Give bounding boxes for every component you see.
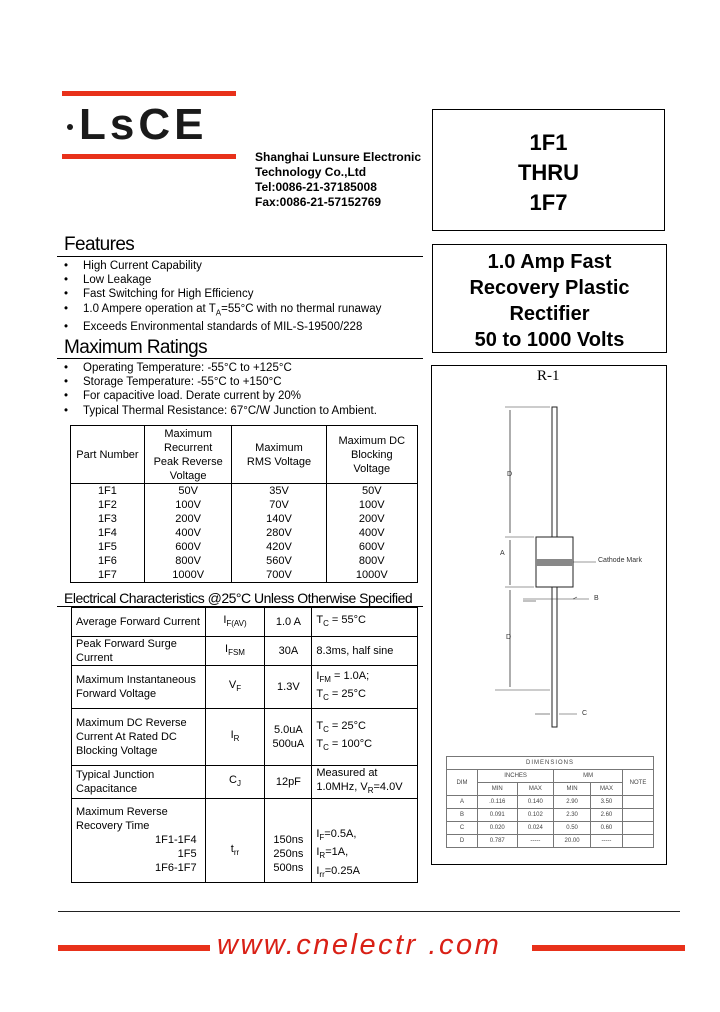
- mr-cell: 50V: [144, 484, 232, 499]
- ec-value: [265, 709, 312, 766]
- dim-cell: -----: [590, 835, 622, 848]
- feature-text: 1.0 Ampere operation at T: [83, 302, 216, 315]
- mr-cell: 35V: [232, 484, 326, 499]
- dim-cell: 2.60: [590, 809, 622, 822]
- rating-item: • Typical Thermal Resistance: 67°C/W Junction to Ambient.: [62, 404, 422, 418]
- diode-lead-top: [552, 407, 557, 537]
- feature-item: • Low Leakage: [62, 273, 422, 287]
- ec-cond-text: I: [316, 669, 320, 682]
- ec-cond-text: T: [316, 738, 324, 750]
- dim-cell: B: [447, 809, 478, 822]
- mr-cell: 140V: [232, 512, 326, 526]
- cathode-band: [536, 559, 573, 566]
- ec-cond-line: [316, 669, 413, 687]
- mr-header-vrrm: Maximum Recurrent Peak Reverse Voltage: [144, 426, 232, 484]
- ec-value-line: 500ns: [273, 862, 304, 875]
- mr-cell: 700V: [232, 568, 326, 583]
- dim-cell: [623, 822, 654, 835]
- ec-cond-sub: R: [319, 851, 326, 861]
- ec-cond-sub: R: [367, 786, 374, 796]
- ec-cond-line: Measured at: [316, 767, 378, 779]
- company-tel: Tel:0086-21-37185008: [255, 180, 377, 194]
- ec-sym-sub: F(AV): [226, 619, 247, 629]
- ec-cond: [312, 766, 418, 799]
- ec-cond-sub: rr: [319, 869, 325, 879]
- logo-text: LsCE: [79, 100, 208, 149]
- company-fax: Fax:0086-21-57152769: [255, 195, 382, 209]
- dim-cell: -----: [517, 835, 554, 848]
- mr-cell: 70V: [232, 498, 326, 512]
- package-name: R-1: [537, 368, 560, 384]
- mr-cell: 400V: [144, 526, 232, 540]
- feature-item: [62, 302, 422, 321]
- feature-item: • High Current Capability: [62, 259, 422, 273]
- footer-bar-right: [532, 945, 685, 951]
- footer-rule: [58, 911, 680, 912]
- label-d-bottom: D: [506, 634, 512, 641]
- ec-sym: I: [225, 642, 229, 655]
- ec-value-line: 500uA: [272, 738, 305, 750]
- mr-cell: 600V: [144, 540, 232, 554]
- ec-value: 1.0 A: [265, 608, 312, 637]
- desc-line1: 1.0 Amp Fast: [487, 251, 612, 273]
- ec-cond-line: [316, 845, 413, 863]
- ec-cond-text: =0.25A: [324, 864, 360, 877]
- mr-cell: 50V: [326, 484, 417, 499]
- max-ratings-list: [62, 361, 422, 418]
- ec-part-range: 1F5: [177, 848, 197, 861]
- logo-bottom-bar: [62, 154, 236, 159]
- ec-cond-text: I: [316, 828, 320, 841]
- features-title: Features: [64, 234, 135, 255]
- ec-cond-sub: FM: [319, 675, 331, 684]
- ec-cond-line: [316, 780, 413, 798]
- feature-sub: A: [215, 307, 222, 317]
- ec-cond-text: = 25°C: [328, 688, 366, 700]
- mr-cell: 100V: [326, 498, 417, 512]
- ec-cond-text: T: [316, 688, 324, 700]
- ec-cond-text: = 55°C: [328, 613, 366, 626]
- ec-symbol: [205, 709, 265, 766]
- ec-cond-line: [316, 864, 413, 882]
- ec-cond-line: [316, 827, 413, 845]
- mr-cell: 1F3: [71, 512, 145, 526]
- dim-cell: 2.90: [554, 796, 591, 809]
- mr-cell: 280V: [232, 526, 326, 540]
- dim-title: DIMENSIONS: [447, 757, 654, 770]
- ec-value-line: 5.0uA: [273, 724, 303, 736]
- ec-cond: [312, 709, 418, 766]
- dim-cell: 0.024: [517, 822, 554, 835]
- ec-value: 12pF: [265, 766, 312, 799]
- dim-header: MIN: [478, 783, 518, 796]
- ec-cond-text: T: [316, 613, 324, 626]
- dim-cell: 3.50: [590, 796, 622, 809]
- electrical-table: [71, 607, 418, 883]
- ec-cond: [312, 799, 418, 883]
- label-a: A: [500, 550, 505, 557]
- rating-item: • For capacitive load. Derate current by 20%: [62, 389, 422, 403]
- diode-drawing: [431, 365, 667, 745]
- ec-value: [265, 799, 312, 883]
- ec-value-line: 250ns: [273, 848, 304, 861]
- feature-item: • Exceeds Environmental standards of MIL-S-19500/228: [62, 320, 422, 334]
- ec-param: Maximum DC Reverse Current At Rated DC Blocking Voltage: [72, 709, 206, 766]
- ec-param-line: Maximum Reverse: [76, 806, 168, 819]
- mr-cell: 1F7: [71, 568, 145, 583]
- mr-cell: 1F6: [71, 554, 145, 568]
- ec-sym: V: [228, 678, 237, 691]
- dim-cell: 0.102: [517, 809, 554, 822]
- ec-cond-sub: C: [323, 619, 329, 629]
- dim-header: DIM: [447, 770, 478, 796]
- company-name-line1: Shanghai Lunsure Electronic: [255, 150, 422, 164]
- label-b: B: [594, 595, 599, 602]
- ec-cond: 8.3ms, half sine: [312, 637, 418, 666]
- footer-bar-left: [58, 945, 210, 951]
- dim-cell: 2.30: [554, 809, 591, 822]
- part-line2: THRU: [517, 160, 580, 185]
- mr-cell: 1000V: [326, 568, 417, 583]
- mr-cell: 560V: [232, 554, 326, 568]
- dim-group-header: INCHES: [478, 770, 554, 783]
- mr-cell: 1F4: [71, 526, 145, 540]
- electrical-title: Electrical Characteristics @25°C Unless Otherwise Specified: [64, 590, 413, 606]
- ec-cond-text: I: [316, 864, 320, 877]
- ec-cond: [312, 666, 418, 709]
- logo-top-bar: [62, 91, 236, 96]
- label-d-top: D: [507, 471, 513, 478]
- dim-cell: 20.00: [554, 835, 591, 848]
- ec-sym: I: [223, 613, 227, 626]
- ec-cond-line: [316, 719, 413, 737]
- ec-param: Maximum Instantaneous Forward Voltage: [72, 666, 206, 709]
- logo-dot: [67, 124, 73, 130]
- ec-cond-sub: C: [323, 725, 329, 734]
- ec-symbol: [205, 799, 265, 883]
- mr-header-vrms: Maximum RMS Voltage: [232, 426, 326, 484]
- mr-cell: 1F2: [71, 498, 145, 512]
- ec-cond-text: T: [316, 719, 324, 732]
- dim-cell: 0.787: [478, 835, 518, 848]
- ec-cond-text: I: [316, 846, 320, 859]
- ec-cond-sub: C: [323, 743, 329, 753]
- dim-cell: D: [447, 835, 478, 848]
- ec-sym-sub: R: [233, 734, 240, 744]
- company-name-line2: Technology Co.,Ltd: [255, 165, 367, 179]
- desc-line3: Rectifier: [509, 303, 590, 325]
- features-list: [62, 259, 422, 334]
- dim-cell: A: [447, 796, 478, 809]
- dim-cell: 0.020: [478, 822, 518, 835]
- ec-symbol: [205, 766, 265, 799]
- mr-header-part: Part Number: [71, 426, 145, 484]
- ec-part-range: 1F1-1F4: [155, 834, 197, 847]
- feature-item: • Fast Switching for High Efficiency: [62, 287, 422, 301]
- description-box: [432, 244, 667, 353]
- mr-cell: 1000V: [144, 568, 232, 583]
- ec-param: Typical Junction Capacitance: [72, 766, 206, 799]
- dim-cell: [623, 796, 654, 809]
- ec-param: Average Forward Current: [72, 608, 206, 637]
- part-number-box: [432, 109, 665, 231]
- desc-line2: Recovery Plastic: [469, 277, 630, 299]
- dim-header: MAX: [590, 783, 622, 796]
- ec-sym: t: [230, 843, 234, 856]
- dim-header: MAX: [517, 783, 554, 796]
- ec-symbol: [205, 637, 265, 666]
- dim-cell: [623, 835, 654, 848]
- ec-value-line: 150ns: [273, 834, 304, 847]
- dimensions-table: [446, 756, 654, 848]
- max-ratings-table: [70, 425, 418, 583]
- part-line1: 1F1: [529, 130, 568, 155]
- dim-cell: 0.091: [478, 809, 518, 822]
- mr-cell: 400V: [326, 526, 417, 540]
- desc-line4: 50 to 1000 Volts: [474, 329, 625, 351]
- mr-header-vdc: Maximum DC Blocking Voltage: [326, 426, 417, 484]
- label-c: C: [582, 710, 588, 717]
- ec-sym-sub: FSM: [228, 648, 245, 658]
- ec-sym: I: [230, 728, 234, 741]
- label-cathode: Cathode Mark: [598, 557, 642, 564]
- mr-cell: 200V: [326, 512, 417, 526]
- logo: [62, 100, 236, 152]
- mr-cell: 800V: [144, 554, 232, 568]
- ec-symbol: [205, 608, 265, 637]
- dim-cell: 0.50: [554, 822, 591, 835]
- mr-cell: 1F1: [71, 484, 145, 499]
- dim-cell: 0.60: [590, 822, 622, 835]
- ec-cond-text: =4.0V: [373, 781, 403, 793]
- dim-header: MIN: [554, 783, 591, 796]
- ec-param: [72, 799, 206, 883]
- max-ratings-rule: [57, 358, 423, 359]
- ec-cond-text: = 25°C: [328, 719, 366, 732]
- dim-cell: .0.116: [478, 796, 518, 809]
- ec-cond-line: [316, 737, 413, 755]
- ec-cond-text: =1A,: [325, 846, 349, 859]
- ec-cond-text: = 1.0A;: [330, 669, 370, 682]
- mr-cell: 600V: [326, 540, 417, 554]
- ec-cond-text: =0.5A,: [324, 828, 357, 841]
- ec-cond-sub: C: [323, 693, 329, 703]
- max-ratings-title: Maximum Ratings: [64, 337, 208, 358]
- company-info: [255, 150, 430, 210]
- mr-cell: 420V: [232, 540, 326, 554]
- ec-param: Peak Forward Surge Current: [72, 637, 206, 666]
- dim-cell: [623, 809, 654, 822]
- ec-value: 1.3V: [265, 666, 312, 709]
- diode-lead-bottom: [552, 587, 557, 727]
- ec-cond-sub: F: [319, 833, 325, 843]
- ec-sym-sub: rr: [233, 848, 240, 858]
- ec-sym: C: [229, 774, 237, 786]
- ec-part-range: 1F6-1F7: [155, 862, 197, 875]
- ec-cond-text: 1.0MHz, V: [316, 781, 368, 793]
- mr-cell: 1F5: [71, 540, 145, 554]
- ec-cond-text: = 100°C: [328, 738, 373, 750]
- ec-sym-sub: J: [236, 779, 241, 789]
- dim-header: NOTE: [623, 770, 654, 796]
- part-line3: 1F7: [529, 190, 568, 215]
- rating-item: • Storage Temperature: -55°C to +150°C: [62, 375, 422, 389]
- mr-cell: 800V: [326, 554, 417, 568]
- ec-cond: [312, 608, 418, 637]
- ec-symbol: [205, 666, 265, 709]
- ec-cond-line: [316, 687, 413, 705]
- rating-item: • Operating Temperature: -55°C to +125°C: [62, 361, 422, 375]
- mr-cell: 100V: [144, 498, 232, 512]
- ec-sym-sub: F: [236, 684, 242, 694]
- dim-cell: C: [447, 822, 478, 835]
- dim-cell: 0.140: [517, 796, 554, 809]
- features-rule: [57, 256, 423, 257]
- ec-param-line: Recovery Time: [76, 820, 150, 833]
- dim-group-header: MM: [554, 770, 623, 783]
- ec-value: 30A: [265, 637, 312, 666]
- mr-cell: 200V: [144, 512, 232, 526]
- feature-text: =55°C with no thermal runaway: [221, 302, 382, 315]
- footer-url[interactable]: www.cnelectr .com: [217, 929, 502, 961]
